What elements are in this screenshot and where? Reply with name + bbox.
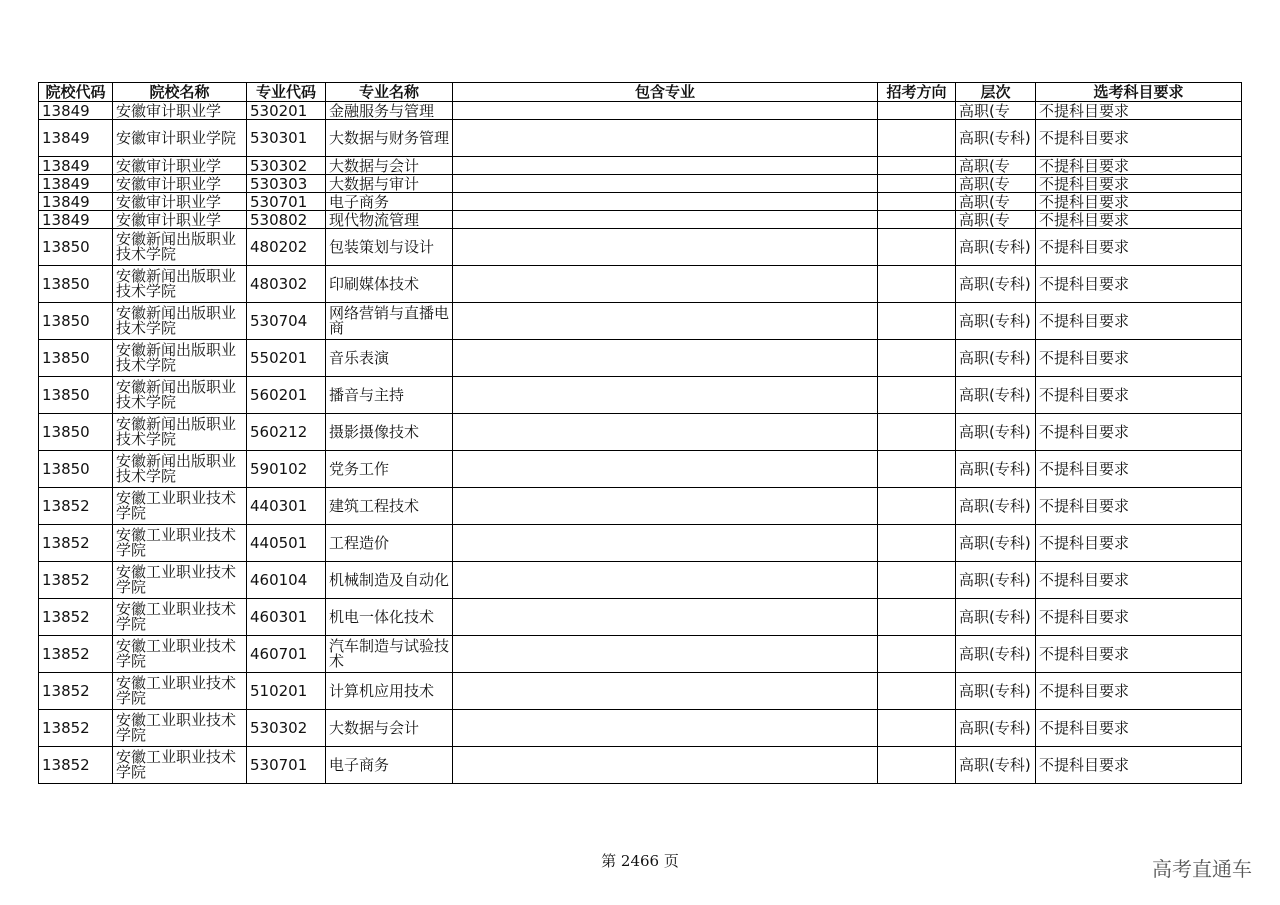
cell-subject-requirement: 不提科目要求 [1036, 303, 1242, 340]
cell-included-majors [453, 710, 878, 747]
cell-school-name: 安徽审计职业学 [113, 157, 247, 175]
table-row [39, 599, 1242, 636]
cell-included-majors [453, 157, 878, 175]
cell-included-majors [453, 599, 878, 636]
cell-school-name: 安徽审计职业学院 [113, 120, 247, 157]
cell-included-majors [453, 266, 878, 303]
cell-direction [878, 340, 956, 377]
cell-subject-requirement: 不提科目要求 [1036, 562, 1242, 599]
table-row [39, 175, 1242, 193]
cell-level: 高职(专科) [956, 599, 1036, 636]
cell-included-majors [453, 303, 878, 340]
cell-direction [878, 229, 956, 266]
cell-major-code: 530303 [247, 175, 326, 193]
cell-subject-requirement: 不提科目要求 [1036, 710, 1242, 747]
table-row [39, 157, 1242, 175]
cell-level: 高职(专 [956, 102, 1036, 120]
cell-major-name: 党务工作 [326, 451, 453, 488]
cell-major-name: 网络营销与直播电商 [326, 303, 453, 340]
cell-level: 高职(专科) [956, 747, 1036, 784]
column-header-major-name: 专业名称 [326, 83, 453, 102]
column-header-included-majors: 包含专业 [453, 83, 878, 102]
column-header-school-name: 院校名称 [113, 83, 247, 102]
cell-school-name: 安徽新闻出版职业技术学院 [113, 451, 247, 488]
admissions-table [38, 82, 1242, 784]
cell-school-name: 安徽新闻出版职业技术学院 [113, 414, 247, 451]
cell-subject-requirement: 不提科目要求 [1036, 414, 1242, 451]
cell-school-code: 13852 [39, 599, 113, 636]
cell-school-code: 13852 [39, 673, 113, 710]
cell-level: 高职(专科) [956, 303, 1036, 340]
cell-included-majors [453, 102, 878, 120]
cell-major-name: 建筑工程技术 [326, 488, 453, 525]
cell-major-name: 播音与主持 [326, 377, 453, 414]
column-header-major-code: 专业代码 [247, 83, 326, 102]
cell-school-code: 13852 [39, 525, 113, 562]
cell-level: 高职(专科) [956, 266, 1036, 303]
cell-level: 高职(专科) [956, 488, 1036, 525]
cell-level: 高职(专科) [956, 377, 1036, 414]
table-row [39, 229, 1242, 266]
cell-level: 高职(专科) [956, 340, 1036, 377]
cell-subject-requirement: 不提科目要求 [1036, 266, 1242, 303]
cell-subject-requirement: 不提科目要求 [1036, 340, 1242, 377]
cell-subject-requirement: 不提科目要求 [1036, 747, 1242, 784]
cell-direction [878, 175, 956, 193]
watermark: 高考直通车 [1152, 857, 1252, 881]
cell-subject-requirement: 不提科目要求 [1036, 175, 1242, 193]
table-row [39, 525, 1242, 562]
cell-school-name: 安徽新闻出版职业技术学院 [113, 340, 247, 377]
cell-major-name: 大数据与财务管理 [326, 120, 453, 157]
cell-major-code: 530701 [247, 193, 326, 211]
cell-major-name: 包装策划与设计 [326, 229, 453, 266]
cell-direction [878, 193, 956, 211]
cell-major-name: 印刷媒体技术 [326, 266, 453, 303]
cell-subject-requirement: 不提科目要求 [1036, 229, 1242, 266]
cell-included-majors [453, 488, 878, 525]
cell-major-name: 音乐表演 [326, 340, 453, 377]
cell-subject-requirement: 不提科目要求 [1036, 102, 1242, 120]
cell-major-code: 590102 [247, 451, 326, 488]
cell-school-name: 安徽工业职业技术学院 [113, 525, 247, 562]
table-row [39, 488, 1242, 525]
cell-direction [878, 488, 956, 525]
cell-direction [878, 562, 956, 599]
cell-direction [878, 451, 956, 488]
cell-direction [878, 303, 956, 340]
table-row [39, 747, 1242, 784]
cell-major-name: 大数据与审计 [326, 175, 453, 193]
cell-level: 高职(专科) [956, 673, 1036, 710]
column-header-level: 层次 [956, 83, 1036, 102]
cell-subject-requirement: 不提科目要求 [1036, 525, 1242, 562]
cell-included-majors [453, 636, 878, 673]
cell-subject-requirement: 不提科目要求 [1036, 377, 1242, 414]
cell-major-name: 大数据与会计 [326, 157, 453, 175]
cell-major-code: 550201 [247, 340, 326, 377]
table-row [39, 340, 1242, 377]
cell-school-code: 13850 [39, 303, 113, 340]
cell-subject-requirement: 不提科目要求 [1036, 451, 1242, 488]
cell-major-code: 560201 [247, 377, 326, 414]
cell-school-code: 13852 [39, 747, 113, 784]
cell-major-name: 现代物流管理 [326, 211, 453, 229]
table-row [39, 377, 1242, 414]
cell-subject-requirement: 不提科目要求 [1036, 157, 1242, 175]
page-number: 第 2466 页 [601, 852, 679, 870]
cell-major-code: 530201 [247, 102, 326, 120]
cell-school-code: 13850 [39, 340, 113, 377]
cell-direction [878, 120, 956, 157]
cell-major-code: 460701 [247, 636, 326, 673]
cell-major-name: 电子商务 [326, 747, 453, 784]
cell-included-majors [453, 562, 878, 599]
table-row [39, 303, 1242, 340]
cell-major-name: 电子商务 [326, 193, 453, 211]
cell-direction [878, 599, 956, 636]
cell-school-name: 安徽工业职业技术学院 [113, 562, 247, 599]
cell-school-name: 安徽工业职业技术学院 [113, 599, 247, 636]
cell-level: 高职(专科) [956, 414, 1036, 451]
cell-school-name: 安徽审计职业学 [113, 175, 247, 193]
cell-school-name: 安徽工业职业技术学院 [113, 488, 247, 525]
table-row [39, 120, 1242, 157]
cell-school-name: 安徽新闻出版职业技术学院 [113, 377, 247, 414]
cell-school-name: 安徽新闻出版职业技术学院 [113, 266, 247, 303]
cell-school-code: 13850 [39, 266, 113, 303]
cell-major-code: 530302 [247, 710, 326, 747]
cell-included-majors [453, 414, 878, 451]
cell-direction [878, 747, 956, 784]
cell-major-code: 530802 [247, 211, 326, 229]
cell-direction [878, 636, 956, 673]
column-header-subject-requirement: 选考科目要求 [1036, 83, 1242, 102]
cell-level: 高职(专科) [956, 451, 1036, 488]
cell-school-code: 13850 [39, 377, 113, 414]
cell-major-code: 440501 [247, 525, 326, 562]
header-row [39, 83, 1242, 102]
table-row [39, 562, 1242, 599]
cell-school-code: 13849 [39, 102, 113, 120]
table-row [39, 636, 1242, 673]
cell-subject-requirement: 不提科目要求 [1036, 636, 1242, 673]
cell-direction [878, 157, 956, 175]
cell-level: 高职(专科) [956, 229, 1036, 266]
cell-level: 高职(专 [956, 193, 1036, 211]
cell-school-name: 安徽审计职业学 [113, 193, 247, 211]
cell-school-code: 13852 [39, 562, 113, 599]
cell-direction [878, 102, 956, 120]
cell-level: 高职(专科) [956, 636, 1036, 673]
table-row [39, 193, 1242, 211]
cell-major-code: 460301 [247, 599, 326, 636]
cell-level: 高职(专 [956, 157, 1036, 175]
cell-school-code: 13852 [39, 710, 113, 747]
cell-included-majors [453, 377, 878, 414]
cell-included-majors [453, 120, 878, 157]
table-row [39, 211, 1242, 229]
cell-level: 高职(专科) [956, 710, 1036, 747]
cell-subject-requirement: 不提科目要求 [1036, 193, 1242, 211]
cell-major-code: 530704 [247, 303, 326, 340]
cell-major-name: 机械制造及自动化 [326, 562, 453, 599]
cell-major-code: 530701 [247, 747, 326, 784]
cell-included-majors [453, 193, 878, 211]
cell-school-code: 13850 [39, 451, 113, 488]
cell-included-majors [453, 673, 878, 710]
cell-included-majors [453, 340, 878, 377]
cell-level: 高职(专 [956, 175, 1036, 193]
cell-school-name: 安徽新闻出版职业技术学院 [113, 229, 247, 266]
cell-direction [878, 377, 956, 414]
table-row [39, 673, 1242, 710]
column-header-direction: 招考方向 [878, 83, 956, 102]
cell-major-name: 金融服务与管理 [326, 102, 453, 120]
cell-level: 高职(专科) [956, 525, 1036, 562]
cell-school-name: 安徽工业职业技术学院 [113, 673, 247, 710]
cell-major-code: 440301 [247, 488, 326, 525]
cell-major-code: 510201 [247, 673, 326, 710]
cell-major-code: 480302 [247, 266, 326, 303]
cell-direction [878, 266, 956, 303]
cell-school-code: 13852 [39, 488, 113, 525]
table-body [39, 102, 1242, 784]
cell-included-majors [453, 175, 878, 193]
cell-school-code: 13850 [39, 414, 113, 451]
column-header-school-code: 院校代码 [39, 83, 113, 102]
cell-school-code: 13850 [39, 229, 113, 266]
cell-school-code: 13849 [39, 211, 113, 229]
cell-included-majors [453, 747, 878, 784]
cell-direction [878, 673, 956, 710]
cell-included-majors [453, 525, 878, 562]
cell-major-code: 530302 [247, 157, 326, 175]
cell-school-code: 13849 [39, 193, 113, 211]
cell-major-code: 530301 [247, 120, 326, 157]
table-row [39, 102, 1242, 120]
cell-school-name: 安徽工业职业技术学院 [113, 747, 247, 784]
cell-included-majors [453, 211, 878, 229]
cell-school-code: 13849 [39, 157, 113, 175]
cell-direction [878, 211, 956, 229]
cell-direction [878, 710, 956, 747]
cell-major-code: 480202 [247, 229, 326, 266]
cell-major-name: 工程造价 [326, 525, 453, 562]
cell-included-majors [453, 229, 878, 266]
cell-included-majors [453, 451, 878, 488]
cell-subject-requirement: 不提科目要求 [1036, 673, 1242, 710]
cell-school-name: 安徽工业职业技术学院 [113, 636, 247, 673]
table-row [39, 266, 1242, 303]
cell-school-code: 13849 [39, 175, 113, 193]
cell-major-name: 计算机应用技术 [326, 673, 453, 710]
cell-level: 高职(专 [956, 211, 1036, 229]
cell-school-name: 安徽审计职业学 [113, 102, 247, 120]
cell-major-code: 560212 [247, 414, 326, 451]
cell-school-code: 13849 [39, 120, 113, 157]
cell-major-code: 460104 [247, 562, 326, 599]
cell-subject-requirement: 不提科目要求 [1036, 488, 1242, 525]
cell-level: 高职(专科) [956, 562, 1036, 599]
cell-major-name: 机电一体化技术 [326, 599, 453, 636]
table-row [39, 414, 1242, 451]
table-row [39, 451, 1242, 488]
cell-school-name: 安徽审计职业学 [113, 211, 247, 229]
cell-school-name: 安徽新闻出版职业技术学院 [113, 303, 247, 340]
cell-major-name: 汽车制造与试验技术 [326, 636, 453, 673]
cell-direction [878, 414, 956, 451]
cell-school-name: 安徽工业职业技术学院 [113, 710, 247, 747]
cell-school-code: 13852 [39, 636, 113, 673]
cell-direction [878, 525, 956, 562]
cell-major-name: 摄影摄像技术 [326, 414, 453, 451]
cell-subject-requirement: 不提科目要求 [1036, 211, 1242, 229]
cell-subject-requirement: 不提科目要求 [1036, 599, 1242, 636]
cell-level: 高职(专科) [956, 120, 1036, 157]
cell-major-name: 大数据与会计 [326, 710, 453, 747]
cell-subject-requirement: 不提科目要求 [1036, 120, 1242, 157]
table-row [39, 710, 1242, 747]
